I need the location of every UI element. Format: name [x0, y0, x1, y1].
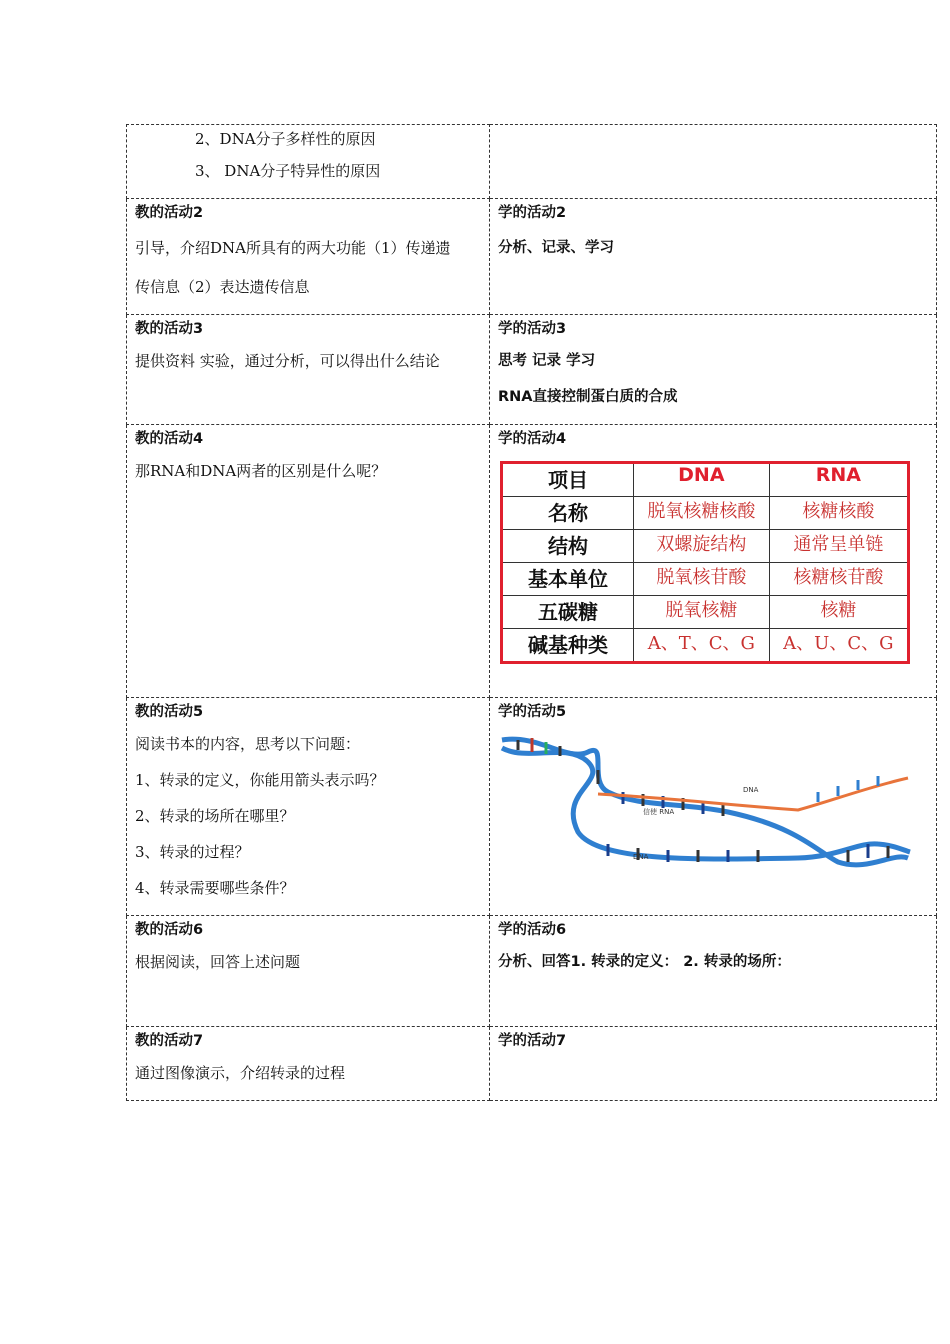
text-line: 2、转录的场所在哪里？: [135, 807, 295, 825]
comparison-value: 通常呈单链: [769, 530, 908, 563]
table-row: [127, 125, 937, 199]
left-cell: [127, 199, 490, 315]
right-cell: [490, 125, 937, 199]
table-row: [127, 1027, 937, 1101]
right-cell: [490, 199, 937, 315]
label-dna-bottom: DNA: [633, 853, 649, 861]
text-line: 通过图像演示，介绍转录的过程: [135, 1064, 346, 1082]
activity-title: 教的活动3: [135, 321, 204, 337]
comparison-value: 核糖: [769, 596, 908, 629]
left-cell: [127, 916, 490, 1027]
right-cell: [490, 1027, 937, 1101]
lesson-table: [126, 124, 937, 1101]
text-line: 分析、记录、学习: [498, 240, 614, 256]
comparison-label: 名称: [502, 497, 634, 530]
comparison-value: 脱氧核糖: [634, 596, 770, 629]
text-line: 3、 DNA分子特异性的原因: [195, 162, 381, 180]
table-row: [127, 425, 937, 698]
comparison-label: 基本单位: [502, 563, 634, 596]
activity-title: 学的活动5: [498, 704, 567, 720]
left-cell: [127, 698, 490, 916]
table-row: [127, 916, 937, 1027]
comparison-label: 碱基种类: [502, 629, 634, 663]
comparison-header: DNA: [634, 463, 770, 497]
text-line: 那RNA和DNA两者的区别是什么呢？: [135, 462, 387, 480]
transcription-diagram: [498, 732, 918, 882]
comparison-value: 核糖核苷酸: [769, 563, 908, 596]
right-cell: [490, 425, 937, 698]
activity-title: 学的活动6: [498, 922, 567, 938]
comparison-row: [502, 563, 909, 596]
comparison-header: 项目: [502, 463, 634, 497]
activity-title: 学的活动3: [498, 321, 567, 337]
left-cell: [127, 425, 490, 698]
comparison-row: [502, 596, 909, 629]
text-line: 提供资料 实验，通过分析，可以得出什么结论: [135, 352, 440, 370]
comparison-value: 脱氧核苷酸: [634, 563, 770, 596]
activity-title: 教的活动4: [135, 431, 204, 447]
comparison-label: 结构: [502, 530, 634, 563]
comparison-row: [502, 530, 909, 563]
activity-title: 教的活动6: [135, 922, 204, 938]
comparison-row: [502, 629, 909, 663]
text-line: 阅读书本的内容，思考以下问题：: [135, 735, 361, 753]
label-dna-top: DNA: [743, 786, 759, 794]
left-cell: [127, 125, 490, 199]
text-line: 引导，介绍DNA所具有的两大功能（1）传递遗: [135, 239, 451, 257]
table-row: [127, 199, 937, 315]
left-cell: [127, 1027, 490, 1101]
right-cell: [490, 916, 937, 1027]
table-row: [127, 315, 937, 425]
activity-title: 教的活动7: [135, 1033, 204, 1049]
table-row: [127, 698, 937, 916]
text-line: 分析、回答1. 转录的定义： 2. 转录的场所：: [498, 954, 791, 970]
activity-title: 学的活动2: [498, 205, 567, 221]
activity-title: 教的活动2: [135, 205, 204, 221]
comparison-value: A、U、C、G: [769, 629, 908, 663]
comparison-header-row: [502, 463, 909, 497]
left-cell: [127, 315, 490, 425]
comparison-value: 脱氧核糖核酸: [634, 497, 770, 530]
comparison-value: 双螺旋结构: [634, 530, 770, 563]
right-cell: [490, 315, 937, 425]
text-line: 1、转录的定义，你能用箭头表示吗？: [135, 771, 385, 789]
label-rna: 信使 RNA: [643, 808, 675, 816]
activity-title: 学的活动7: [498, 1033, 567, 1049]
text-line: 2、DNA分子多样性的原因: [195, 130, 376, 148]
text-line: 4、转录需要哪些条件？: [135, 879, 295, 897]
text-line: 3、转录的过程？: [135, 843, 250, 861]
comparison-row: [502, 497, 909, 530]
right-cell: [490, 698, 937, 916]
text-line: 传信息（2）表达遗传信息: [135, 278, 310, 296]
text-line: RNA直接控制蛋白质的合成: [498, 389, 678, 405]
comparison-label: 五碳糖: [502, 596, 634, 629]
text-line: 思考 记录 学习: [498, 353, 596, 369]
text-line: 根据阅读，回答上述问题: [135, 953, 301, 971]
comparison-value: 核糖核酸: [769, 497, 908, 530]
activity-title: 教的活动5: [135, 704, 204, 720]
comparison-header: RNA: [769, 463, 908, 497]
dna-rna-comparison-table: [500, 461, 910, 664]
activity-title: 学的活动4: [498, 431, 567, 447]
comparison-value: A、T、C、G: [634, 629, 770, 663]
